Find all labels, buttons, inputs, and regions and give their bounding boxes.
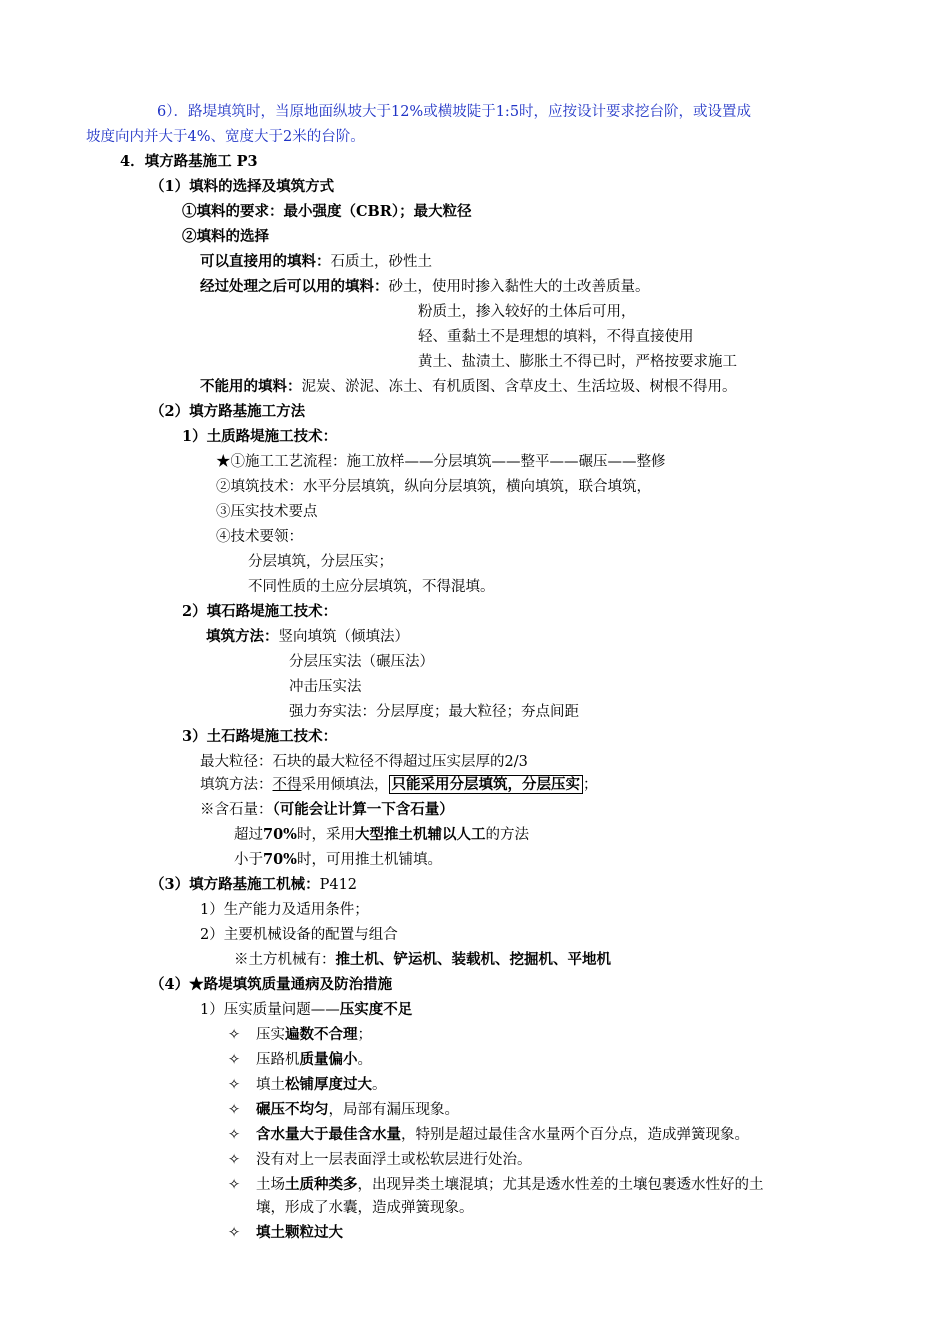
s2-mixed-under-a: 小于	[234, 852, 263, 868]
s1-processed-item: 黄土、盐渍土、膨胀土不得已时，严格按要求施工	[418, 354, 737, 370]
s4-subtitle-b: 压实度不足	[339, 1001, 413, 1018]
diamond-bullet-icon: ✧	[228, 1102, 241, 1118]
s4-cause	[228, 1125, 749, 1145]
s2-soil-sub: 不同性质的土应分层填筑，不得混填。	[248, 579, 495, 595]
s3-title-line	[150, 875, 357, 895]
s3-earth-value: 推土机、铲运机、装载机、挖掘机、平地机	[335, 951, 611, 968]
s4-cause-continuation: 壤，形成了水囊，造成弹簧现象。	[256, 1200, 474, 1216]
s2-rock-item: 分层压实法（碾压法）	[289, 654, 434, 670]
s2-rock-label: 填筑方法：	[206, 628, 279, 645]
s1-processed-item: 粉质土，掺入较好的土体后可用，	[418, 304, 636, 320]
diamond-bullet-icon: ✧	[228, 1225, 241, 1241]
s2-soil-item: ③压实技术要点	[216, 504, 318, 520]
s1-unusable-value: 泥炭、淤泥、冻土、有机质图、含草皮土、生活垃圾、树根不得用。	[301, 379, 737, 395]
s1-processed-item: 砂土，使用时掺入黏性大的土改善质量。	[388, 279, 650, 295]
s4-cause-post: ，局部有漏压现象。	[328, 1102, 459, 1118]
s2-mixed-fill-box: 只能采用分层填筑，分层压实	[389, 775, 584, 794]
intro-line-2: 坡度向内并大于4%、宽度大于2米的台阶。	[86, 129, 365, 145]
s2-rock-item: 竖向填筑（倾填法）	[278, 629, 409, 645]
section-4-title: 4．填方路基施工 P3	[120, 153, 258, 170]
s2-rock-title: 2）填石路堤施工技术：	[182, 603, 338, 620]
s4-cause	[228, 1075, 387, 1095]
s2-mixed-over-e: 的方法	[485, 827, 529, 843]
s2-soil-item: ★①施工工艺流程：施工放样——分层填筑——整平——碾压——整修	[216, 454, 666, 470]
s4-cause	[228, 1150, 532, 1170]
diamond-bullet-icon: ✧	[228, 1152, 241, 1168]
diamond-bullet-icon: ✧	[228, 1052, 241, 1068]
s3-earth	[234, 950, 611, 970]
s3-earth-label: ※土方机械有：	[234, 952, 336, 968]
s2-mixed-over-d: 大型推土机辅以人工	[354, 826, 486, 843]
s1-processed-label: 经过处理之后可以用的填料：	[200, 278, 389, 295]
s2-rock-item: 强力夯实法：分层厚度；最大粒径；夯点间距	[289, 704, 579, 720]
s4-cause-post: ；	[357, 1027, 372, 1043]
s2-mixed-over-a: 超过	[234, 827, 263, 843]
s2-mixed-fill-label: 填筑方法：	[200, 777, 273, 793]
s2-mixed-stone-label: ※含石量：	[200, 802, 273, 818]
s4-cause-pre: 填土	[256, 1077, 285, 1093]
s2-mixed-title: 3）土石路堤施工技术：	[182, 728, 338, 745]
s3-item: 2）主要机械设备的配置与组合	[200, 927, 398, 943]
s4-cause-bold: 质量偏小	[299, 1051, 358, 1068]
s1-direct-label: 可以直接用的填料：	[200, 253, 331, 270]
s4-title: （4）★路堤填筑质量通病及防治措施	[150, 976, 393, 993]
s4-subtitle	[200, 1000, 412, 1020]
s4-cause-post: ，特别是超过最佳含水量两个百分点，造成弹簧现象。	[401, 1127, 749, 1143]
s2-mixed-fill-end: ；	[583, 777, 598, 793]
s4-cause-bold: 碾压不均匀	[256, 1101, 329, 1118]
s4-cause-bold: 遍数不合理	[285, 1026, 358, 1043]
s1-direct-value: 石质土，砂性土	[330, 254, 432, 270]
diamond-bullet-icon: ✧	[228, 1077, 241, 1093]
s1-processed-item: 轻、重黏土不是理想的填料，不得直接使用	[418, 329, 694, 345]
s2-title: （2）填方路基施工方法	[150, 403, 306, 420]
s2-soil-item: ②填筑技术：水平分层填筑，纵向分层填筑，横向填筑，联合填筑，	[216, 479, 651, 495]
s3-item: 1）生产能力及适用条件；	[200, 902, 369, 918]
s4-cause-pre: 土场	[256, 1177, 285, 1193]
s2-mixed-stone	[200, 800, 454, 820]
diamond-bullet-icon: ✧	[228, 1027, 241, 1043]
s1-req-label: ①填料的要求：	[182, 203, 284, 220]
s2-mixed-under-b: 70%	[263, 851, 297, 868]
s2-mixed-fill-mid: 采用倾填法，	[301, 777, 389, 793]
s4-subtitle-a: 1）压实质量问题——	[200, 1002, 340, 1018]
diamond-bullet-icon: ✧	[228, 1177, 241, 1193]
s2-soil-sub: 分层填筑，分层压实；	[248, 554, 393, 570]
s1-direct	[200, 252, 432, 272]
s4-cause-bold: 松铺厚度过大	[285, 1076, 372, 1093]
s4-cause-bold: 填土颗粒过大	[256, 1224, 343, 1241]
s1-title: （1）填料的选择及填筑方式	[150, 178, 335, 195]
s2-mixed-fill-neg: 不得	[272, 777, 302, 793]
s2-mixed-over-c: 时，采用	[296, 827, 355, 843]
s4-cause-pre: 压实	[256, 1027, 285, 1043]
s2-rock-method	[206, 627, 409, 647]
s4-cause-pre: 没有对上一层表面浮土或松软层进行处治。	[256, 1152, 532, 1168]
s3-page: P412	[319, 877, 358, 893]
s4-cause	[228, 1100, 459, 1120]
s1-requirement	[182, 202, 472, 222]
s2-mixed-over	[234, 825, 529, 845]
s1-processed	[200, 277, 650, 297]
s4-cause-post: 。	[357, 1052, 372, 1068]
s4-cause	[228, 1175, 764, 1195]
s4-cause	[228, 1050, 372, 1070]
s3-title: （3）填方路基施工机械：	[150, 876, 320, 893]
s1-choice-label: ②填料的选择	[182, 228, 269, 245]
s4-cause	[228, 1223, 343, 1243]
s4-cause-post: ，出现异类土壤混填；尤其是透水性差的土壤包裹透水性好的土	[357, 1177, 764, 1193]
s4-cause-pre: 压路机	[256, 1052, 300, 1068]
s2-mixed-under-c: 时，可用推土机铺填。	[296, 852, 442, 868]
diamond-bullet-icon: ✧	[228, 1127, 241, 1143]
s1-req-value: 最小强度（CBR）；最大粒径	[283, 203, 472, 220]
s2-rock-item: 冲击压实法	[289, 679, 362, 695]
s2-soil-item: ④技术要领：	[216, 529, 303, 545]
s2-mixed-fill	[200, 775, 598, 795]
s2-mixed-over-b: 70%	[263, 826, 297, 843]
intro-line-1: 6）．路堤填筑时，当原地面纵坡大于12%或横坡陡于1:5时，应按设计要求挖台阶，或设置成	[157, 104, 752, 120]
s4-cause-bold: 土质种类多	[285, 1176, 358, 1193]
s4-cause	[228, 1025, 372, 1045]
s4-cause-bold: 含水量大于最佳含水量	[256, 1126, 401, 1143]
s2-mixed-stone-note: （可能会让计算一下含石量）	[272, 801, 454, 818]
s2-soil-title: 1）土质路堤施工技术：	[182, 428, 338, 445]
s1-unusable	[200, 377, 737, 397]
s2-mixed-maxsize: 最大粒径：石块的最大粒径不得超过压实层厚的2/3	[200, 754, 528, 770]
s2-mixed-under	[234, 850, 442, 870]
s4-cause-post: 。	[372, 1077, 387, 1093]
s1-unusable-label: 不能用的填料：	[200, 378, 302, 395]
